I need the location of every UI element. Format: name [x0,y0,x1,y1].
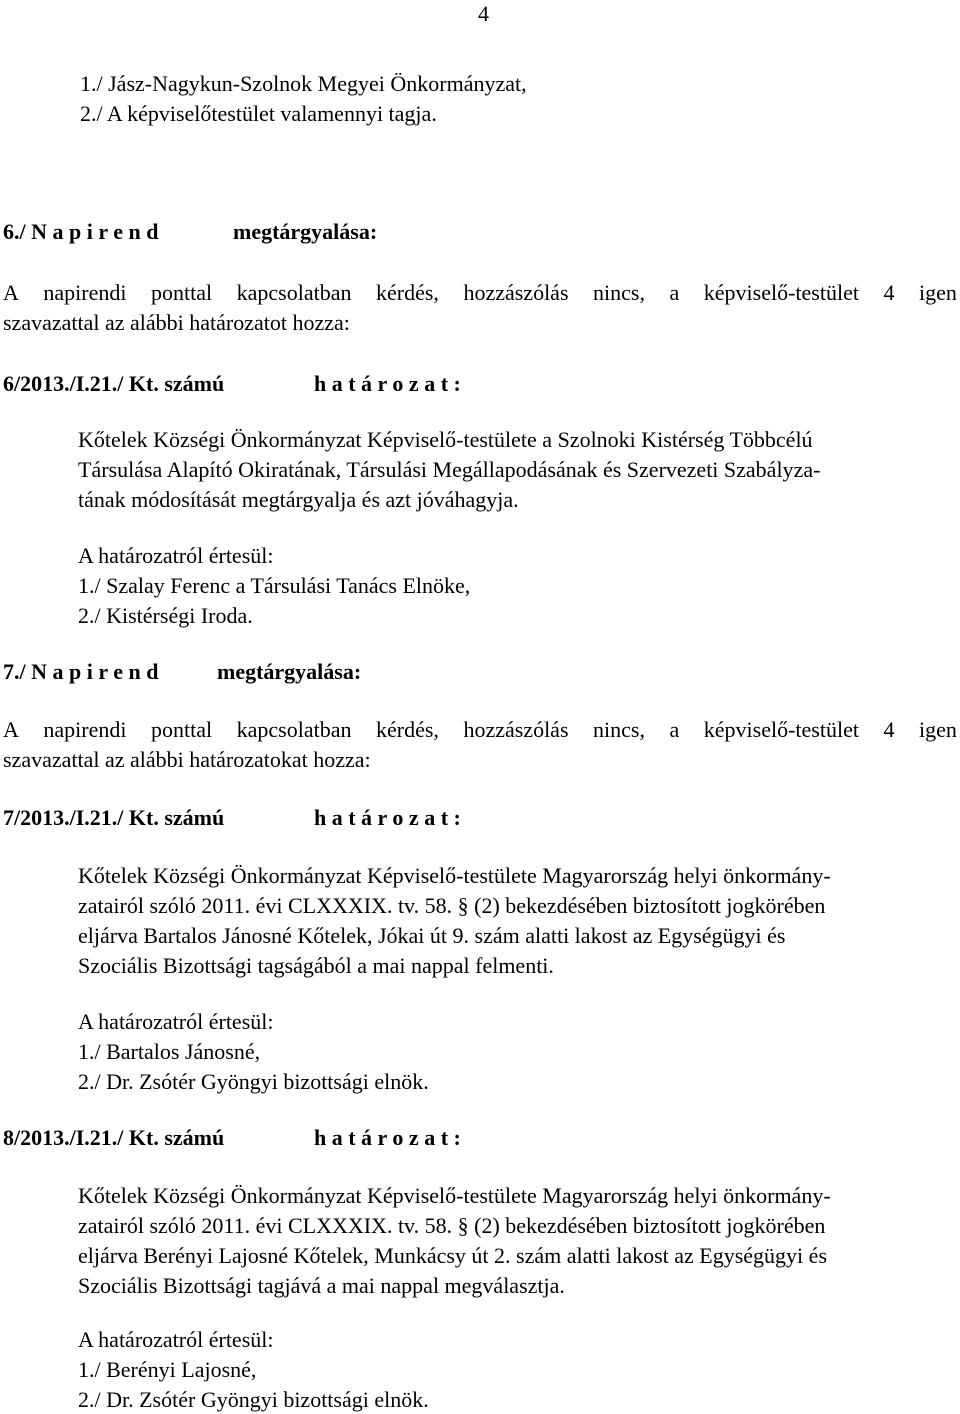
agenda-6-intro-line2: szavazattal az alábbi határozatot hozza: [3,310,350,335]
resolution-8-body-line3: eljárva Berényi Lajosné Kőtelek, Munkácsy út 2. szám alatti lakost az Egységügyi és [78,1243,827,1268]
agenda-6-number: 6./ N a p i r e n d [3,219,159,244]
agenda-6-label: megtárgyalása: [233,219,378,244]
agenda-6-intro-line1: A napirendi ponttal kapcsolatban kérdés, hozzászólás nincs, a képviselő-testület 4 igen [3,280,957,305]
recipient-2: 2./ A képviselőtestület valamennyi tagja. [80,101,437,126]
resolution-6-body-line3: tának módosítását megtárgyalja és azt jóváhagyja. [78,487,519,512]
page-number: 4 [478,1,489,26]
resolution-6-notify-2: 2./ Kistérségi Iroda. [78,603,253,628]
resolution-8-body-line2: zatairól szóló 2011. évi CLXXXIX. tv. 58. § (2) bekezdésében biztosított jogkörében [78,1213,826,1238]
resolution-6-notify-1: 1./ Szalay Ferenc a Társulási Tanács Elnöke, [78,573,471,598]
agenda-7-intro-line1: A napirendi ponttal kapcsolatban kérdés, hozzászólás nincs, a képviselő-testület 4 igen [3,717,957,742]
resolution-6-body-line1: Kőtelek Községi Önkormányzat Képviselő-testülete a Szolnoki Kistérség Többcélú [78,427,813,452]
resolution-8-hatarozat: h a t á r o z a t : [314,1125,461,1150]
resolution-7-body-line2: zatairól szóló 2011. évi CLXXXIX. tv. 58. § (2) bekezdésében biztosított jogkörében [78,893,826,918]
agenda-6-napirend: N a p i r e n d [31,219,159,244]
resolution-7-id: 7/2013./I.21./ Kt. számú [3,805,225,830]
resolution-7-body-line3: eljárva Bartalos Jánosné Kőtelek, Jókai út 9. szám alatti lakost az Egységügyi és [78,923,786,948]
resolution-8-notify-label: A határozatról értesül: [78,1327,274,1352]
resolution-7-notify-2: 2./ Dr. Zsótér Gyöngyi bizottsági elnök. [78,1069,429,1094]
resolution-8-id: 8/2013./I.21./ Kt. számú [3,1125,225,1150]
resolution-8-notify-1: 1./ Berényi Lajosné, [78,1357,257,1382]
resolution-7-body-line1: Kőtelek Községi Önkormányzat Képviselő-testülete Magyarország helyi önkormány- [78,863,831,888]
resolution-7-notify-1: 1./ Bartalos Jánosné, [78,1039,261,1064]
agenda-7-napirend: N a p i r e n d [31,659,159,684]
resolution-8-body-line1: Kőtelek Községi Önkormányzat Képviselő-testülete Magyarország helyi önkormány- [78,1183,831,1208]
recipient-1: 1./ Jász-Nagykun-Szolnok Megyei Önkormányzat, [80,71,527,96]
resolution-7-body-line4: Szociális Bizottsági tagságából a mai nappal felmenti. [78,953,554,978]
agenda-7-number: 7./ N a p i r e n d [3,659,159,684]
agenda-7-intro-line2: szavazattal az alábbi határozatokat hozza: [3,747,371,772]
resolution-7-notify-label: A határozatról értesül: [78,1009,274,1034]
agenda-7-label: megtárgyalása: [217,659,362,684]
resolution-8-body-line4: Szociális Bizottsági tagjává a mai nappal megválasztja. [78,1273,565,1298]
resolution-6-hatarozat: h a t á r o z a t : [314,371,461,396]
resolution-6-notify-label: A határozatról értesül: [78,543,274,568]
resolution-8-notify-2: 2./ Dr. Zsótér Gyöngyi bizottsági elnök. [78,1387,429,1412]
resolution-7-hatarozat: h a t á r o z a t : [314,805,461,830]
resolution-6-body-line2: Társulása Alapító Okiratának, Társulási Megállapodásának és Szervezeti Szabályza- [78,457,821,482]
resolution-6-id: 6/2013./I.21./ Kt. számú [3,371,225,396]
